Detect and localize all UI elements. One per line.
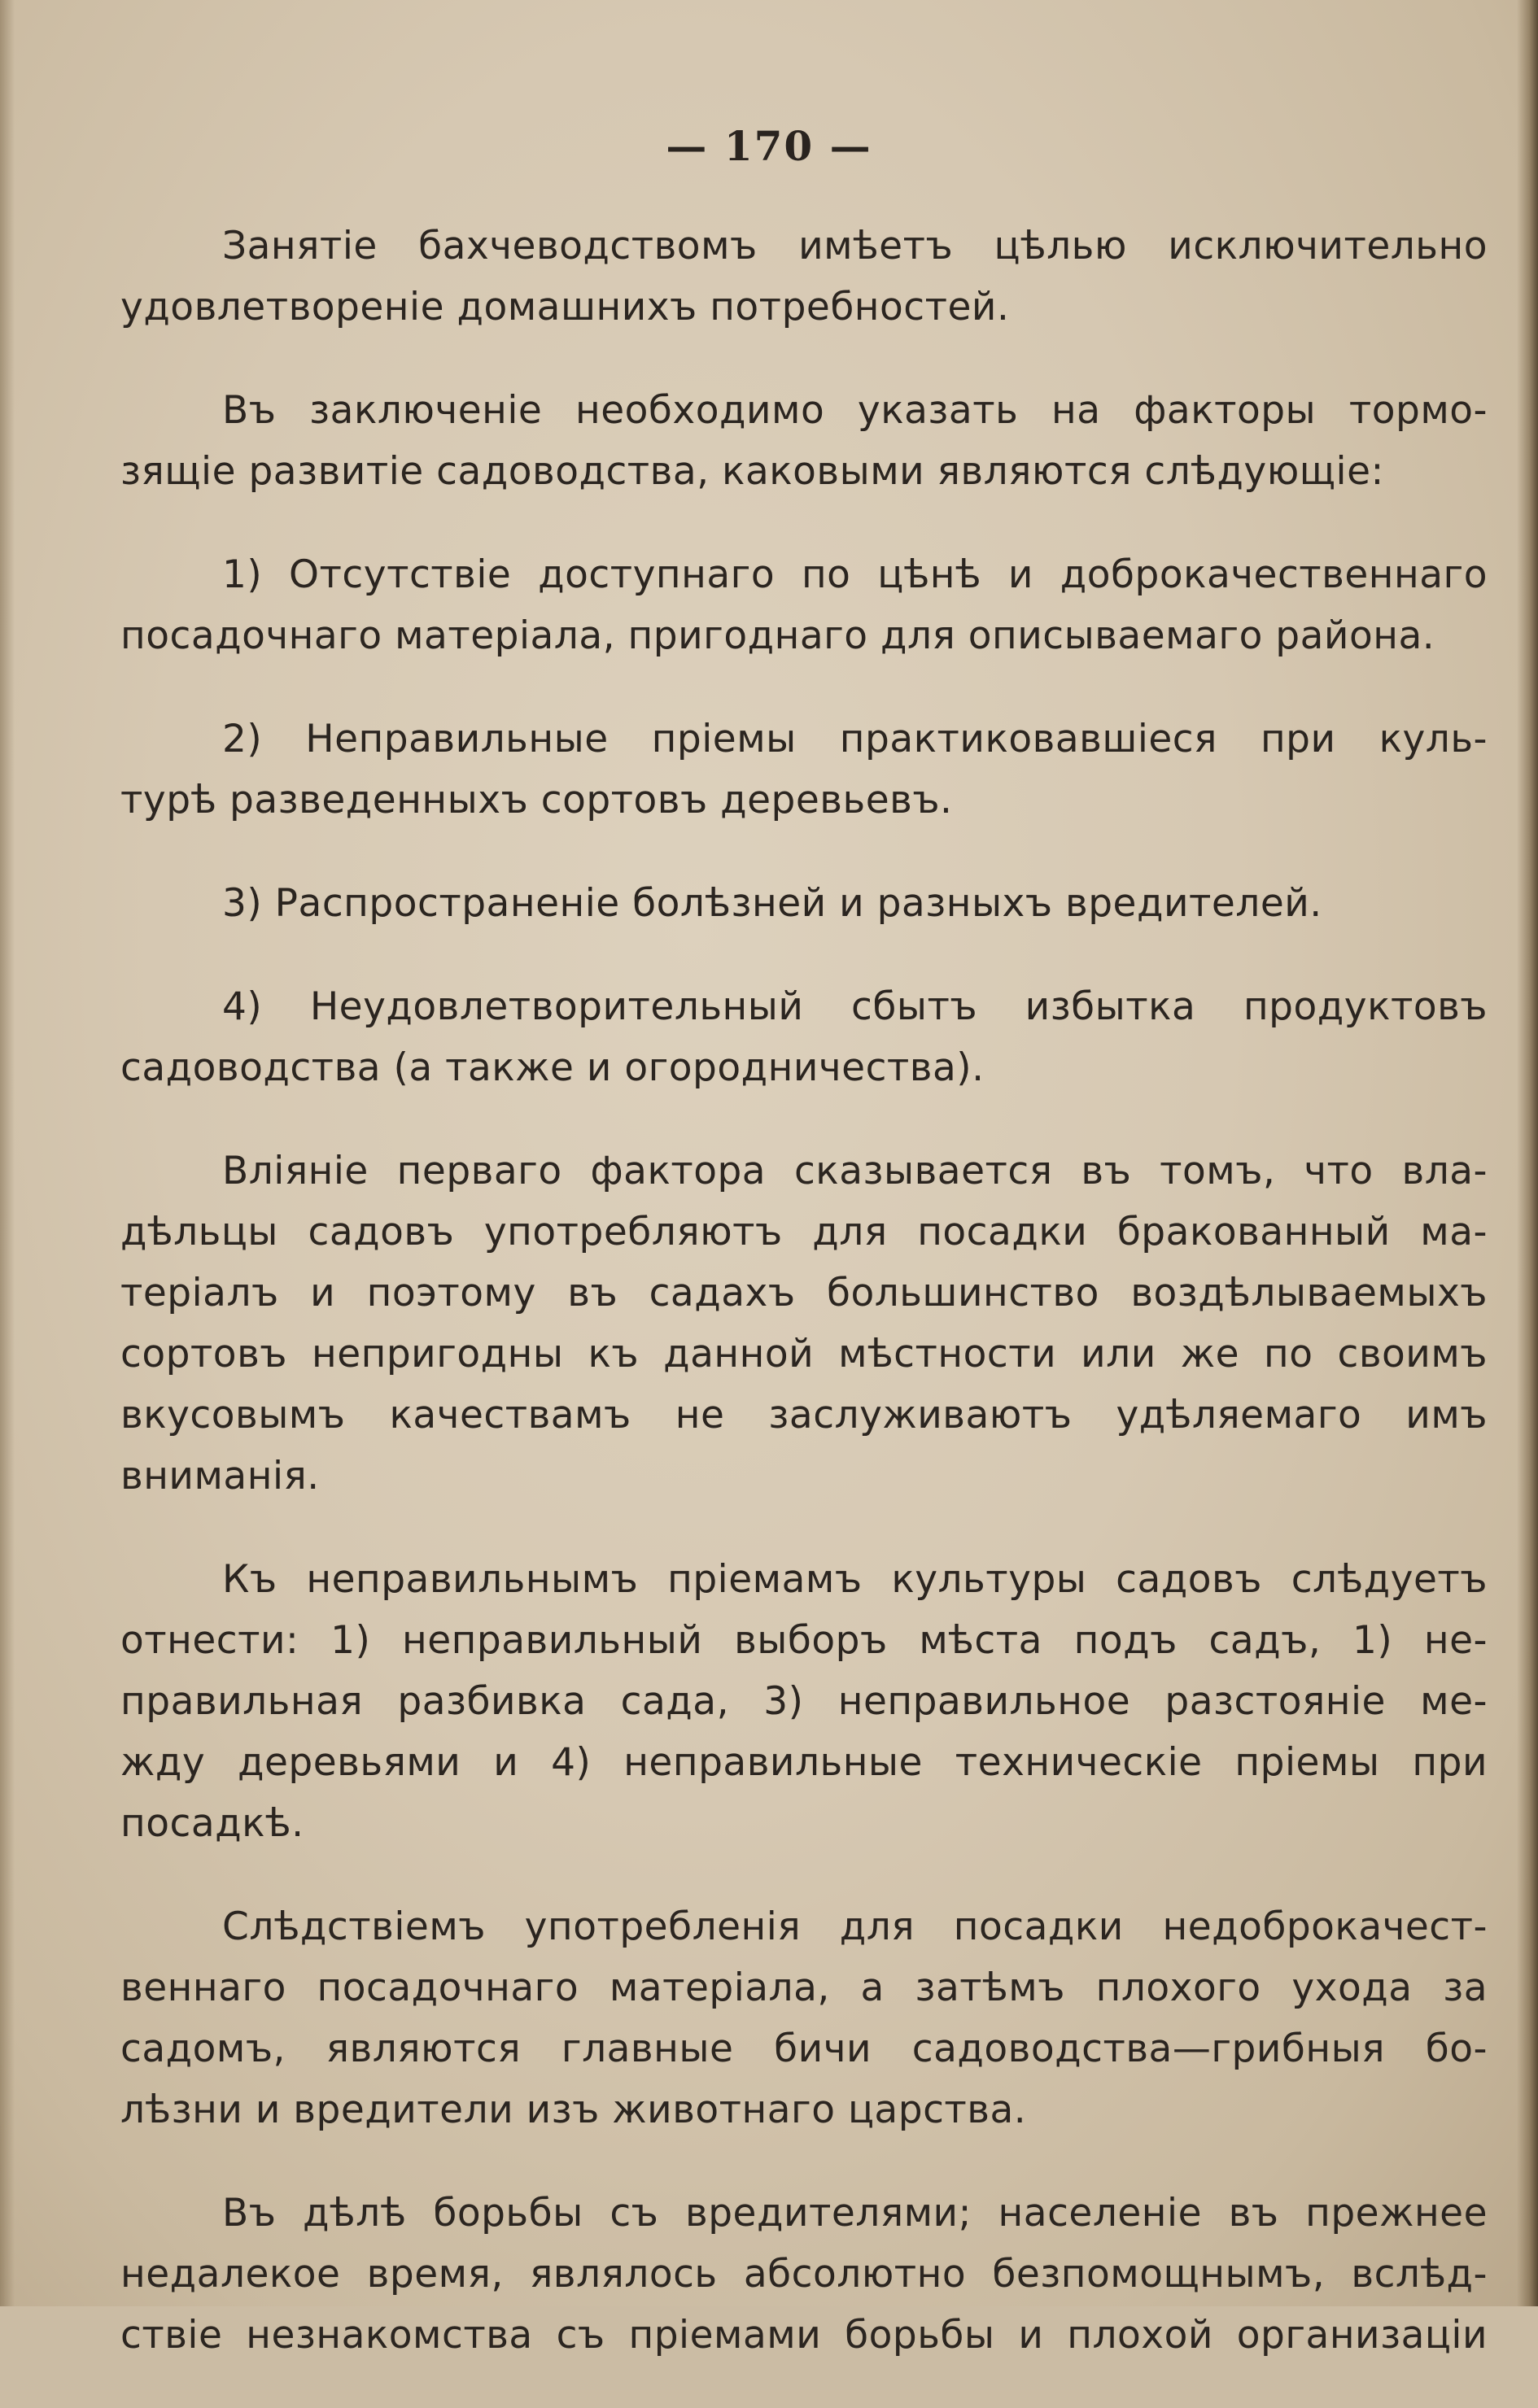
paragraph-5 (120, 873, 1488, 934)
paragraph-7 (120, 1141, 1488, 1507)
paragraph-2 (120, 380, 1488, 502)
text-line: садомъ, являются главные бичи садоводства—грибныя бо- (120, 2026, 1488, 2071)
body-text (120, 216, 1488, 2408)
text-line: сортовъ непригодны къ данной мѣстности или же по своимъ (120, 1332, 1488, 1376)
text-line: посадочнаго матеріала, пригоднаго для описываемаго района. (120, 613, 1435, 658)
text-line: 2) Неправильные пріемы практиковавшіеся при куль- (222, 717, 1488, 761)
paragraph-4 (120, 709, 1488, 831)
text-line: 4) Неудовлетворительный сбытъ избытка продуктовъ (222, 984, 1488, 1029)
text-line: вкусовымъ качествамъ не заслуживаютъ удѣляемаго имъ (120, 1393, 1488, 1437)
text-line: зящіе развитіе садоводства, каковыми являются слѣдующіе: (120, 449, 1384, 494)
paragraph-8 (120, 1549, 1488, 1854)
page-right-shadow (1517, 0, 1538, 2306)
paragraph-6 (120, 976, 1488, 1098)
text-line: лѣзни и вредители изъ животнаго царства. (120, 2087, 1027, 2132)
text-line: отнести: 1) неправильный выборъ мѣста подъ садъ, 1) не- (120, 1618, 1488, 1663)
text-line: посадкѣ. (120, 1801, 304, 1846)
text-line: дѣльцы садовъ употребляютъ для посадки бракованный ма- (120, 1210, 1488, 1254)
text-line: Къ неправильнымъ пріемамъ культуры садовъ слѣдуетъ (222, 1557, 1488, 1602)
text-line: Въ дѣлѣ борьбы съ вредителями; населеніе въ прежнее (222, 2191, 1488, 2236)
text-line: садоводства (а также и огородничества). (120, 1045, 985, 1090)
text-line: теріалъ и поэтому въ садахъ большинство воздѣлываемыхъ (120, 1271, 1488, 1315)
paragraph-10 (120, 2183, 1488, 2366)
text-line: Занятіе бахчеводствомъ имѣетъ цѣлью исключительно (222, 224, 1488, 268)
text-line: Въ заключеніе необходимо указать на факторы тормо- (222, 388, 1488, 433)
paragraph-3 (120, 544, 1488, 666)
text-line: 1) Отсутствіе доступнаго по цѣнѣ и доброкачественнаго (222, 552, 1488, 597)
text-line: недалекое время, являлось абсолютно безпомощнымъ, вслѣд- (120, 2252, 1488, 2297)
text-line: вниманія. (120, 1454, 320, 1498)
text-line: правильная разбивка сада, 3) неправильное разстояніе ме- (120, 1679, 1488, 1724)
text-line: ствіе незнакомства съ пріемами борьбы и плохой организаціи (120, 2313, 1488, 2358)
text-line: турѣ разведенныхъ сортовъ деревьевъ. (120, 778, 953, 822)
paragraph-1 (120, 216, 1488, 338)
text-line: 3) Распространеніе болѣзней и разныхъ вредителей. (222, 881, 1322, 926)
text-line: веннаго посадочнаго матеріала, а затѣмъ плохого ухода за (120, 1965, 1488, 2010)
text-line: удовлетвореніе домашнихъ потребностей. (120, 285, 1010, 329)
paragraph-9 (120, 1896, 1488, 2140)
page-number: — 170 — (666, 122, 872, 170)
page-left-shadow (0, 0, 15, 2306)
text-line: жду деревьями и 4) неправильные техническіе пріемы при (120, 1740, 1488, 1785)
text-line: Вліяніе перваго фактора сказывается въ томъ, что вла- (222, 1149, 1488, 1193)
text-line: Слѣдствіемъ употребленія для посадки недоброкачест- (222, 1904, 1488, 1949)
